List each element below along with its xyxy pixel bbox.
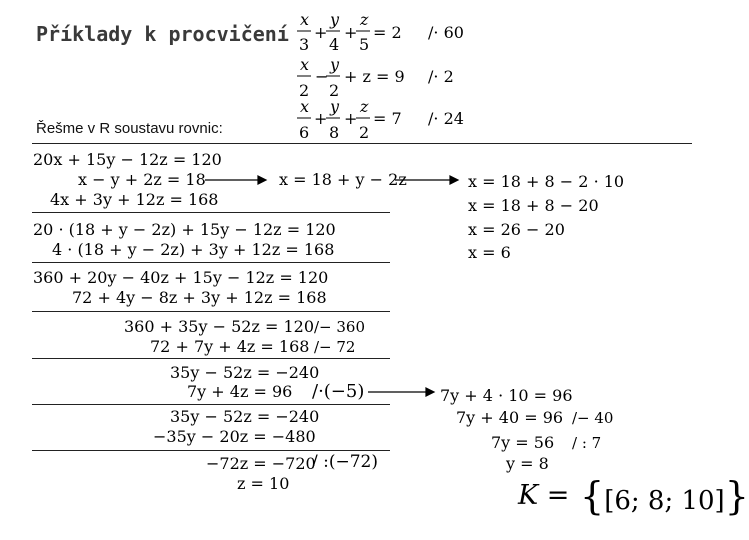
x-solution-1: x = 18 + 8 − 2 · 10: [468, 172, 625, 191]
result-K: K =: [518, 480, 570, 511]
arrow-1-head: [258, 176, 266, 184]
step3-eq1: 360 + 20y − 40z + 15y − 12z = 120: [33, 268, 329, 287]
eq1-sign-1: +: [314, 23, 328, 42]
step4-eq1: 360 + 35y − 52z = 120: [124, 317, 314, 336]
result-brace-open: {: [580, 474, 605, 518]
eq1-num-x: x: [300, 10, 310, 29]
divider-top: [32, 143, 692, 144]
eq3-operation: /· 24: [428, 109, 464, 128]
divider-4: [32, 358, 390, 359]
express-x: x = 18 + y − 2z: [279, 170, 407, 189]
eq3-rhs: = 7: [373, 109, 402, 128]
divider-1: [32, 212, 390, 213]
y-solution-1: 7y + 4 · 10 = 96: [440, 386, 573, 405]
eq1-rhs: = 2: [373, 23, 402, 42]
eq3-num-y: y: [330, 97, 340, 116]
eq3-num-x: x: [300, 97, 310, 116]
step1-eq2: x − y + 2z = 18: [78, 170, 206, 189]
step7-eq1: −72z = −720: [206, 454, 316, 473]
y-solution-op1: /− 40: [572, 409, 614, 427]
result-label: [518, 480, 569, 511]
step5-op: /·(−5): [312, 381, 365, 402]
eq3-den-6: 6: [299, 123, 310, 142]
eq3-den-2: 2: [359, 123, 370, 142]
step7-op: / :(−72): [312, 452, 378, 472]
y-solution-2: 7y + 40 = 96: [456, 408, 564, 427]
eq2-rest: + z = 9: [344, 67, 405, 86]
page-title: Příklady k procvičení: [36, 22, 289, 46]
arrow-2-head: [450, 176, 458, 184]
x-solution-2: x = 18 + 8 − 20: [468, 196, 599, 215]
step2-eq2: 4 · (18 + y − 2z) + 3y + 12z = 168: [52, 240, 335, 259]
result-set: [580, 474, 749, 518]
step4-eq2: 72 + 7y + 4z = 168: [150, 337, 310, 356]
step1-eq3: 4x + 3y + 12z = 168: [50, 190, 219, 209]
divider-3: [32, 311, 390, 312]
eq2-num-x: x: [300, 55, 310, 74]
result-brace-close: }: [724, 474, 749, 518]
y-solution-op2: / : 7: [572, 434, 602, 452]
step5-eq2: 7y + 4z = 96: [187, 382, 293, 401]
eq2-num-y: y: [330, 55, 340, 74]
x-solution-3: x = 26 − 20: [468, 220, 565, 239]
divider-2: [32, 262, 390, 263]
step5-eq1: 35y − 52z = −240: [170, 363, 320, 382]
eq3-num-z: z: [360, 97, 369, 116]
step1-eq1: 20x + 15y − 12z = 120: [33, 150, 222, 169]
step6-eq2: −35y − 20z = −480: [153, 427, 316, 446]
eq1-num-z: z: [360, 10, 369, 29]
step4-op2: /− 72: [314, 338, 356, 356]
eq3-sign-2: +: [344, 109, 358, 128]
task-instruction: Řešme v R soustavu rovnic:: [36, 120, 223, 137]
result-value: [6; 8; 10]: [604, 486, 725, 516]
step7-eq2: z = 10: [237, 474, 290, 493]
eq1-sign-2: +: [344, 23, 358, 42]
divider-5: [32, 404, 390, 405]
eq3-den-8: 8: [329, 123, 340, 142]
eq3-sign-1: +: [314, 109, 328, 128]
y-solution-3: 7y = 56: [491, 433, 555, 452]
eq1-den-5: 5: [359, 35, 370, 54]
eq1-operation: /· 60: [428, 23, 464, 42]
step3-eq2: 72 + 4y − 8z + 3y + 12z = 168: [72, 288, 327, 307]
eq1-den-3: 3: [299, 35, 310, 54]
y-solution-4: y = 8: [506, 454, 549, 473]
eq1-num-y: y: [330, 10, 340, 29]
eq2-den-2b: 2: [329, 81, 340, 100]
step2-eq1: 20 · (18 + y − 2z) + 15y − 12z = 120: [33, 220, 336, 239]
eq2-operation: /· 2: [428, 67, 454, 86]
divider-6: [32, 450, 390, 451]
x-solution-4: x = 6: [468, 243, 511, 262]
eq2-den-2a: 2: [299, 81, 310, 100]
eq1-den-4: 4: [329, 35, 340, 54]
step4-op1: /− 360: [314, 318, 366, 336]
eq2-sign-1: −: [315, 67, 329, 86]
step6-eq1: 35y − 52z = −240: [170, 407, 320, 426]
arrow-3-head: [426, 388, 434, 396]
